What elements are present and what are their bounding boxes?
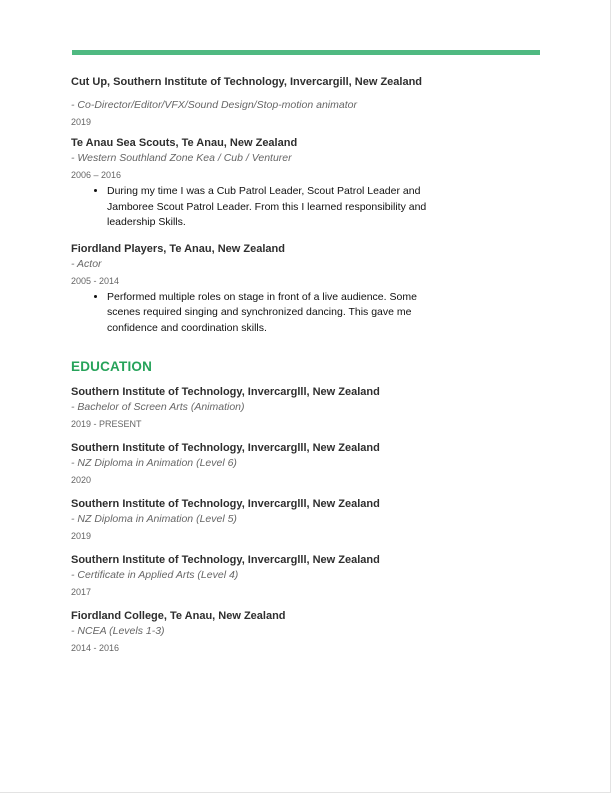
experience-entry-cut-up bbox=[71, 74, 541, 129]
education-entry-certificate-level-4 bbox=[71, 552, 541, 599]
entry-date: 2005 - 2014 bbox=[71, 275, 120, 286]
experience-entry-fiordland-players bbox=[71, 241, 541, 337]
entry-date: 2006 – 2016 bbox=[71, 170, 122, 180]
entry-date: 2019 bbox=[71, 117, 92, 127]
accent-divider-bar bbox=[72, 50, 540, 55]
entry-title: Southern Institute of Technology, Invercarglll, New Zealand bbox=[71, 498, 380, 510]
entry-role: - NZ Diploma in Animation (Level 5) bbox=[71, 513, 237, 525]
education-entry-bachelor bbox=[71, 384, 541, 431]
entry-date: 2019 bbox=[71, 531, 92, 541]
entry-title: Cut Up, Southern Institute of Technology, Invercargill, New Zealand bbox=[71, 76, 423, 88]
entry-title: Southern Institute of Technology, Invercarglll, New Zealand bbox=[71, 554, 380, 566]
entry-role: - Actor bbox=[71, 257, 102, 270]
entry-role: - Co-Director/Editor/VFX/Sound Design/Stop-motion animator bbox=[71, 99, 357, 111]
entry-date: 2020 bbox=[71, 475, 92, 485]
bullet-item: • Performed multiple roles on stage in front of a live audience. Some scenes required singing and synchronized dancing. This gave me confidence and coordination skills. bbox=[107, 290, 541, 337]
entry-title: Southern Institute of Technology, Invercarglll, New Zealand bbox=[71, 386, 380, 398]
entry-date: 2017 bbox=[71, 587, 92, 597]
education-entry-ncea bbox=[71, 608, 541, 655]
entry-date: 2014 - 2016 bbox=[71, 643, 120, 653]
experience-entry-sea-scouts bbox=[71, 135, 541, 231]
education-entry-diploma-level-5 bbox=[71, 496, 541, 543]
entry-role: - Certificate in Applied Arts (Level 4) bbox=[71, 569, 239, 581]
entry-title: Fiordland Players, Te Anau, New Zealand bbox=[71, 242, 285, 255]
bullet-item: • During my time I was a Cub Patrol Leader, Scout Patrol Leader and Jamboree Scout Patrol Leader. From this I learned responsibility and leadership Skills. bbox=[107, 184, 541, 231]
entry-role: - NZ Diploma in Animation (Level 6) bbox=[71, 457, 237, 469]
entry-title: Te Anau Sea Scouts, Te Anau, New Zealand bbox=[71, 137, 298, 149]
entry-title: Fiordland College, Te Anau, New Zealand bbox=[71, 610, 286, 622]
entry-bullet-list bbox=[71, 290, 541, 337]
entry-date: 2019 - PRESENT bbox=[71, 419, 142, 429]
entry-title: Southern Institute of Technology, Invercarglll, New Zealand bbox=[71, 442, 380, 454]
resume-content bbox=[71, 74, 541, 655]
entry-role: - Bachelor of Screen Arts (Animation) bbox=[71, 401, 245, 413]
entry-bullet-list bbox=[71, 184, 541, 231]
entry-role: - NCEA (Levels 1-3) bbox=[71, 625, 165, 637]
education-heading: EDUCATION bbox=[71, 359, 153, 374]
education-entry-diploma-level-6 bbox=[71, 440, 541, 487]
entry-role: - Western Southland Zone Kea / Cub / Venturer bbox=[71, 152, 292, 164]
